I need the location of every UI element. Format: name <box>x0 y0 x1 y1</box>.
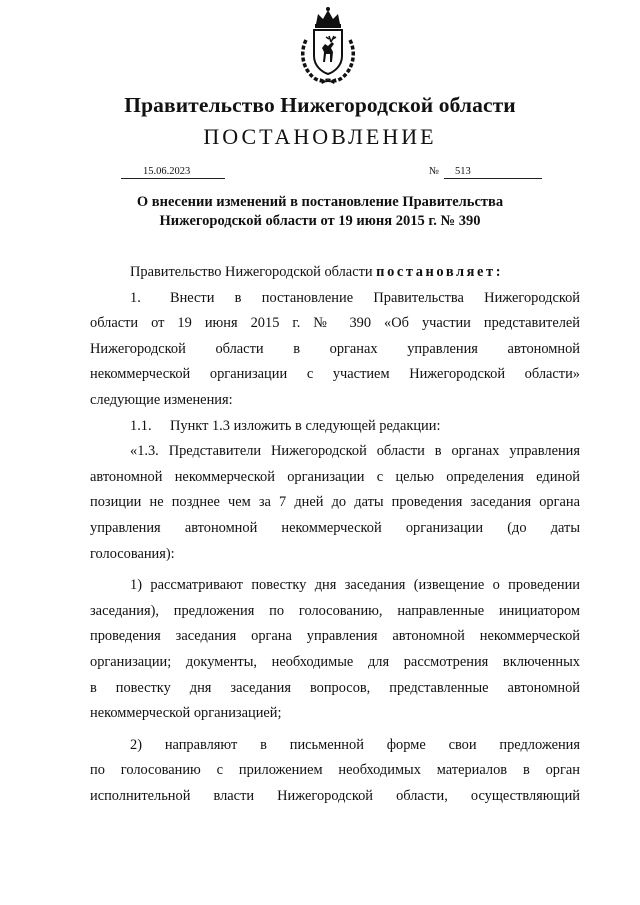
paragraph-line: 2) направляют в письменной форме свои предложения <box>130 736 580 753</box>
subject-line: О внесении изменений в постановление Правительства <box>136 194 504 210</box>
document-date: 15.06.2023 <box>121 165 225 179</box>
line-text: Внести в постановление Правительства Нижегородской <box>170 289 580 306</box>
paragraph-line: в повестку дня заседания вопросов, представленные автономной <box>90 679 580 696</box>
decree-word: постановляет: <box>376 264 504 280</box>
paragraph-line: Нижегородской области в органах управления автономной <box>90 340 580 357</box>
item-number: 1.1. <box>130 417 152 434</box>
paragraph-line: по голосованию с приложением необходимых материалов в орган <box>90 762 580 779</box>
paragraph-line: управления автономной некоммерческой организации (до даты <box>90 519 580 536</box>
intro-text: Правительство Нижегородской области <box>130 264 377 280</box>
paragraph-line <box>90 414 580 440</box>
paragraph-line: голосования): <box>90 545 175 562</box>
document-body <box>90 260 580 809</box>
paragraph-line: проведения заседания органа управления автономной некоммерческой <box>90 628 580 645</box>
document-type-heading: ПОСТАНОВЛЕНИЕ <box>203 124 437 149</box>
paragraph-line: некоммерческой организацией; <box>90 705 282 722</box>
paragraph-line: позиции не позднее чем за 7 дней до даты проведения заседания органа <box>90 494 580 511</box>
paragraph-line: автономной некоммерческой организации с целью определения единой <box>90 468 580 485</box>
line-text: Пункт 1.3 изложить в следующей редакции: <box>170 417 441 434</box>
paragraph-line: некоммерческой организации с участием Нижегородской области» <box>90 366 580 383</box>
paragraph-line: следующие изменения: <box>90 391 233 408</box>
document-number: 513 <box>444 165 542 179</box>
item-number: 1. <box>130 289 141 306</box>
paragraph-line: организации; документы, необходимые для рассмотрения включенных <box>90 653 580 670</box>
coat-of-arms-emblem <box>298 6 358 84</box>
paragraph-line: исполнительной власти Нижегородской области, осуществляющий <box>90 787 580 804</box>
decree-intro <box>90 260 580 286</box>
government-title: Правительство Нижегородской области <box>124 93 516 117</box>
paragraph-line: 1) рассматривают повестку дня заседания (извещение о проведении <box>130 577 580 594</box>
number-sign: № <box>429 166 440 177</box>
subject-line: Нижегородской области от 19 июня 2015 г. № 390 <box>159 213 481 229</box>
paragraph-line <box>90 286 580 312</box>
paragraph-line: заседания), предложения по голосованию, направленные инициатором <box>90 602 580 619</box>
paragraph-line: «1.3. Представители Нижегородской области в органах управления <box>130 443 580 460</box>
paragraph-line: области от 19 июня 2015 г. № 390 «Об участии представителей <box>90 315 580 332</box>
document-subject <box>0 193 640 231</box>
